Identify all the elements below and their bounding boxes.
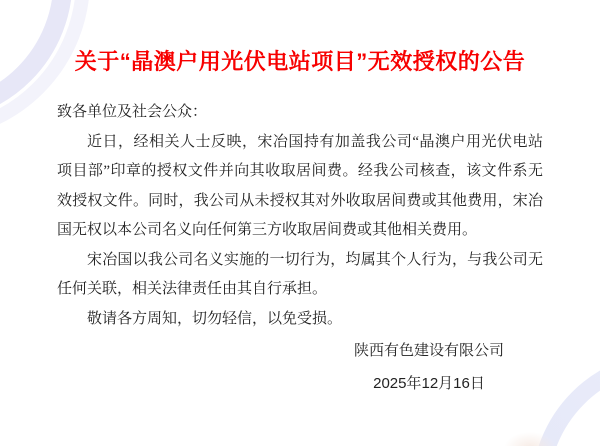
body-paragraph: 近日，经相关人士反映，宋冶国持有加盖我公司“晶澳户用光伏电站项目部”印章的授权文件并向其收取居间费。经我公司核查，该文件系无效授权文件。同时，我公司从未授权其对外收取居间费或其他费用，宋冶国无权以本公司名义向任何第三方收取居间费或其他相关费用。 [57, 133, 543, 238]
signature-block [354, 337, 504, 398]
body-paragraph: 宋冶国以我公司名义实施的一切行为，均属其个人行为，与我公司无任何关联，相关法律责任由其自行承担。 [57, 251, 543, 297]
salutation: 致各单位及社会公众： [57, 104, 208, 120]
body-paragraph: 敬请各方周知，切勿轻信，以免受损。 [87, 310, 343, 327]
announcement-title: 关于“晶澳户用光伏电站项目”无效授权的公告 [74, 49, 526, 74]
announcement-body [57, 98, 543, 334]
announcement-date: 2025年12月16日 [373, 375, 485, 392]
company-name: 陕西有色建设有限公司 [353, 343, 504, 359]
